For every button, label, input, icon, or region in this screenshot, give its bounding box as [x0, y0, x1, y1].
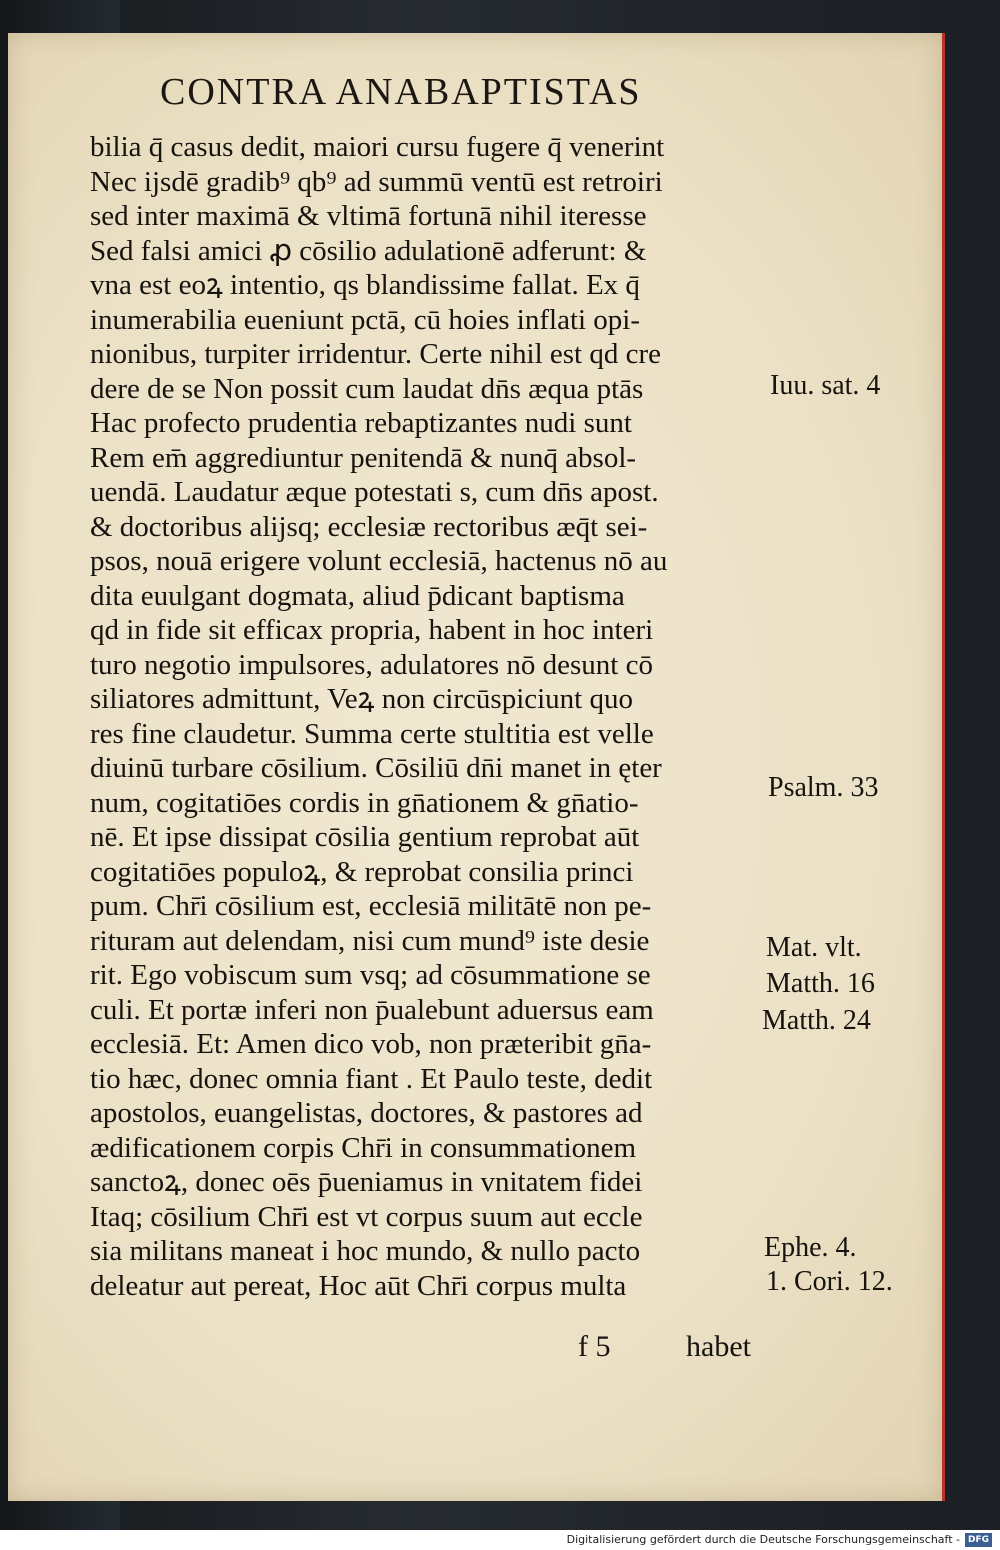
- funding-credit: Digitalisierung gefördert durch die Deutsche Forschungsgemeinschaft -: [566, 1533, 960, 1546]
- text-line: sed inter maximā & vltimā fortunā nihil iteresse: [90, 200, 647, 232]
- text-line: culi. Et portæ inferi non p̄ualebunt aduersus eam: [90, 993, 654, 1026]
- text-line: qd in fide sit efficax propria, habent in hoc interi: [90, 614, 654, 646]
- marginal-note: Iuu. sat. 4: [770, 370, 881, 401]
- marginal-note: Ephe. 4.: [764, 1232, 857, 1263]
- text-line: cogitatiōes populoꝝ, & reprobat consilia princi: [90, 855, 634, 888]
- text-line: nionibus, turpiter irridentur. Certe nihil est qd cre: [90, 338, 662, 370]
- running-header: CONTRA ANABAPTISTAS: [160, 71, 642, 113]
- text-line: res fine claudetur. Summa certe stultitia est velle: [90, 717, 654, 750]
- text-line: dere de se Non possit cum laudat dn̄s æqua ptās: [90, 372, 644, 405]
- marginal-note: Matth. 24: [762, 1005, 871, 1036]
- text-line: & doctoribus alijsq; ecclesiæ rectoribus æq̄t sei-: [90, 510, 648, 543]
- marginal-note: Matth. 16: [766, 968, 875, 999]
- text-line: rituram aut delendam, nisi cum mund⁹ iste desie: [90, 924, 650, 957]
- text-line: vna est eoꝝ intentio, qs blandissime fallat. Ex q̄: [90, 269, 640, 301]
- text-line: Itaq; cōsilium Chr̄i est vt corpus suum aut eccle: [90, 1200, 643, 1233]
- catchword: habet: [686, 1330, 751, 1363]
- text-line: Nec ijsdē gradib⁹ qb⁹ ad summū ventū est retroiri: [90, 165, 663, 198]
- text-line: deleatur aut pereat, Hoc aūt Chr̄i corpus multa: [90, 1269, 627, 1302]
- text-line: rit. Ego vobiscum sum vsq; ad cōsummatione se: [90, 959, 651, 991]
- page-body-text: [90, 130, 755, 1303]
- text-line: ecclesiā. Et: Amen dico vob, non præteribit gn̄a-: [90, 1028, 652, 1060]
- text-line: psos, nouā erigere volunt ecclesiā, hactenus nō au: [90, 545, 668, 577]
- text-line: Rem em̄ aggrediuntur penitendā & nunq̄ absol-: [90, 441, 637, 474]
- marginal-note: 1. Cori. 12.: [766, 1266, 893, 1297]
- text-line: bilia q̄ casus dedit, maiori cursu fugere q̄ venerint: [90, 131, 665, 163]
- text-line: siliatores admittunt, Veꝝ non circūspiciunt quo: [90, 683, 633, 715]
- text-line: uendā. Laudatur æque potestati s, cum dn̄s apost.: [90, 476, 659, 508]
- text-line: nē. Et ipse dissipat cōsilia gentium reprobat aūt: [90, 821, 640, 853]
- text-line: sanctoꝝ, donec oēs p̄ueniamus in vnitatem fidei: [90, 1166, 643, 1198]
- text-line: apostolos, euangelistas, doctores, & pastores ad: [90, 1097, 643, 1129]
- text-line: num, cogitatiōes cordis in gn̄ationem & gn̄atio-: [90, 786, 639, 819]
- text-line: pum. Chr̄i cōsilium est, ecclesiā militātē non pe-: [90, 890, 652, 922]
- text-line: turo negotio impulsores, adulatores nō desunt cō: [90, 648, 653, 681]
- text-line: sia militans maneat i hoc mundo, & nullo pacto: [90, 1235, 641, 1267]
- text-line: tio hæc, donec omnia fiant . Et Paulo teste, dedit: [90, 1062, 653, 1095]
- text-line: inumerabilia eueniunt pctā, cū hoies inflati opi-: [90, 303, 641, 336]
- text-line: Sed falsi amici ꝓ cōsilio adulationē adferunt: &: [90, 234, 647, 267]
- dfg-logo: DFG: [965, 1533, 992, 1547]
- text-line: dita euulgant dogmata, aliud p̄dicant baptisma: [90, 579, 625, 612]
- text-line: Hac profecto prudentia rebaptizantes nudi sunt: [90, 407, 632, 439]
- marginal-note: Psalm. 33: [768, 772, 879, 803]
- text-line: diuinū turbare cōsilium. Cōsiliū dn̄i manet in ęter: [90, 752, 662, 784]
- signature-mark: f 5: [578, 1330, 611, 1363]
- text-line: ædificationem corpis Chr̄i in consummationem: [90, 1131, 637, 1164]
- marginal-note: Mat. vlt.: [766, 932, 862, 963]
